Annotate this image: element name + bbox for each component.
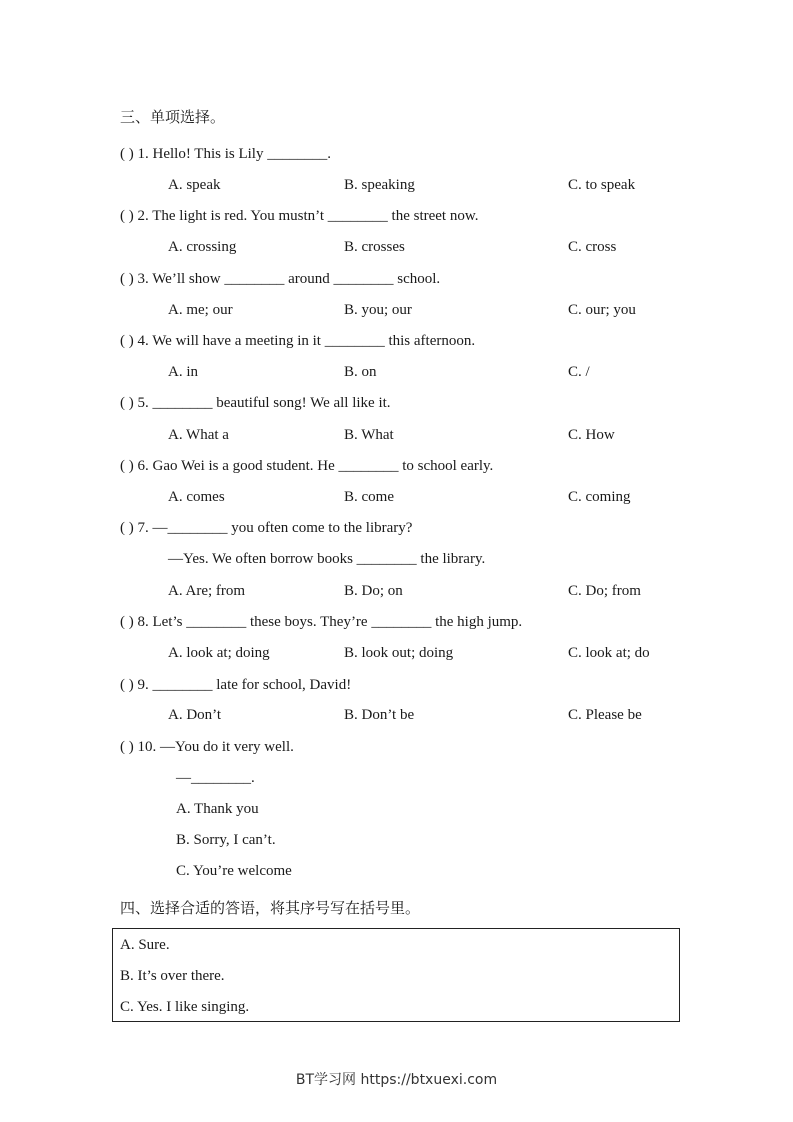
question-7-line2: —Yes. We often borrow books ________ the library. (168, 551, 486, 567)
question-10-option-b: B. Sorry, I can’t. (176, 832, 276, 848)
question-6-option-b: B. come (344, 489, 394, 505)
question-7-option-c: C. Do; from (568, 583, 641, 599)
question-2-stem: ( ) 2. The light is red. You mustn’t ________ the street now. (120, 208, 479, 224)
answer-option-c: C. Yes. I like singing. (120, 999, 250, 1015)
question-3-stem: ( ) 3. We’ll show ________ around ________ school. (120, 271, 441, 287)
question-6-option-c: C. coming (568, 489, 631, 505)
question-2-option-a: A. crossing (168, 239, 237, 255)
question-2-option-b: B. crosses (344, 239, 405, 255)
question-8-option-c: C. look at; do (568, 645, 650, 661)
question-1-option-b: B. speaking (344, 177, 415, 193)
question-5-option-c: C. How (568, 427, 615, 443)
section3-title: 三、单项选择。 (120, 108, 226, 126)
question-5-stem: ( ) 5. ________ beautiful song! We all like it. (120, 395, 391, 411)
question-3-option-c: C. our; you (568, 302, 636, 318)
question-8-option-b: B. look out; doing (344, 645, 454, 661)
answer-option-a: A. Sure. (120, 937, 170, 953)
site-footer: BT学习网 https://btxuexi.com (295, 1072, 498, 1088)
question-9-option-c: C. Please be (568, 707, 642, 723)
question-6-option-a: A. comes (168, 489, 225, 505)
question-4-option-a: A. in (168, 364, 198, 380)
question-7-option-b: B. Do; on (344, 583, 403, 599)
question-3-option-a: A. me; our (168, 302, 233, 318)
question-10-option-c: C. You’re welcome (176, 863, 292, 879)
question-3-option-b: B. you; our (344, 302, 412, 318)
question-4-option-c: C. / (568, 364, 590, 380)
question-1-option-a: A. speak (168, 177, 221, 193)
question-1-option-c: C. to speak (568, 177, 636, 193)
question-5-option-a: A. What a (168, 427, 229, 443)
question-8-option-a: A. look at; doing (168, 645, 270, 661)
question-2-option-c: C. cross (568, 239, 617, 255)
question-9-option-b: B. Don’t be (344, 707, 415, 723)
question-9-option-a: A. Don’t (168, 707, 222, 723)
question-7-option-a: A. Are; from (168, 583, 246, 599)
question-4-stem: ( ) 4. We will have a meeting in it ________ this afternoon. (120, 333, 476, 349)
answer-option-b: B. It’s over there. (120, 968, 225, 984)
question-1-stem: ( ) 1. Hello! This is Lily ________. (120, 146, 331, 162)
question-7-stem: ( ) 7. —________ you often come to the library? (120, 520, 413, 536)
question-9-stem: ( ) 9. ________ late for school, David! (120, 677, 352, 693)
question-10-option-a: A. Thank you (176, 801, 259, 817)
question-5-option-b: B. What (344, 427, 394, 443)
question-10-line2: —________. (176, 770, 255, 786)
question-8-stem: ( ) 8. Let’s ________ these boys. They’re ________ the high jump. (120, 614, 523, 630)
section4-title: 四、选择合适的答语，将其序号写在括号里。 (120, 899, 421, 917)
question-6-stem: ( ) 6. Gao Wei is a good student. He ________ to school early. (120, 458, 494, 474)
question-4-option-b: B. on (344, 364, 377, 380)
question-10-stem: ( ) 10. —You do it very well. (120, 739, 294, 755)
